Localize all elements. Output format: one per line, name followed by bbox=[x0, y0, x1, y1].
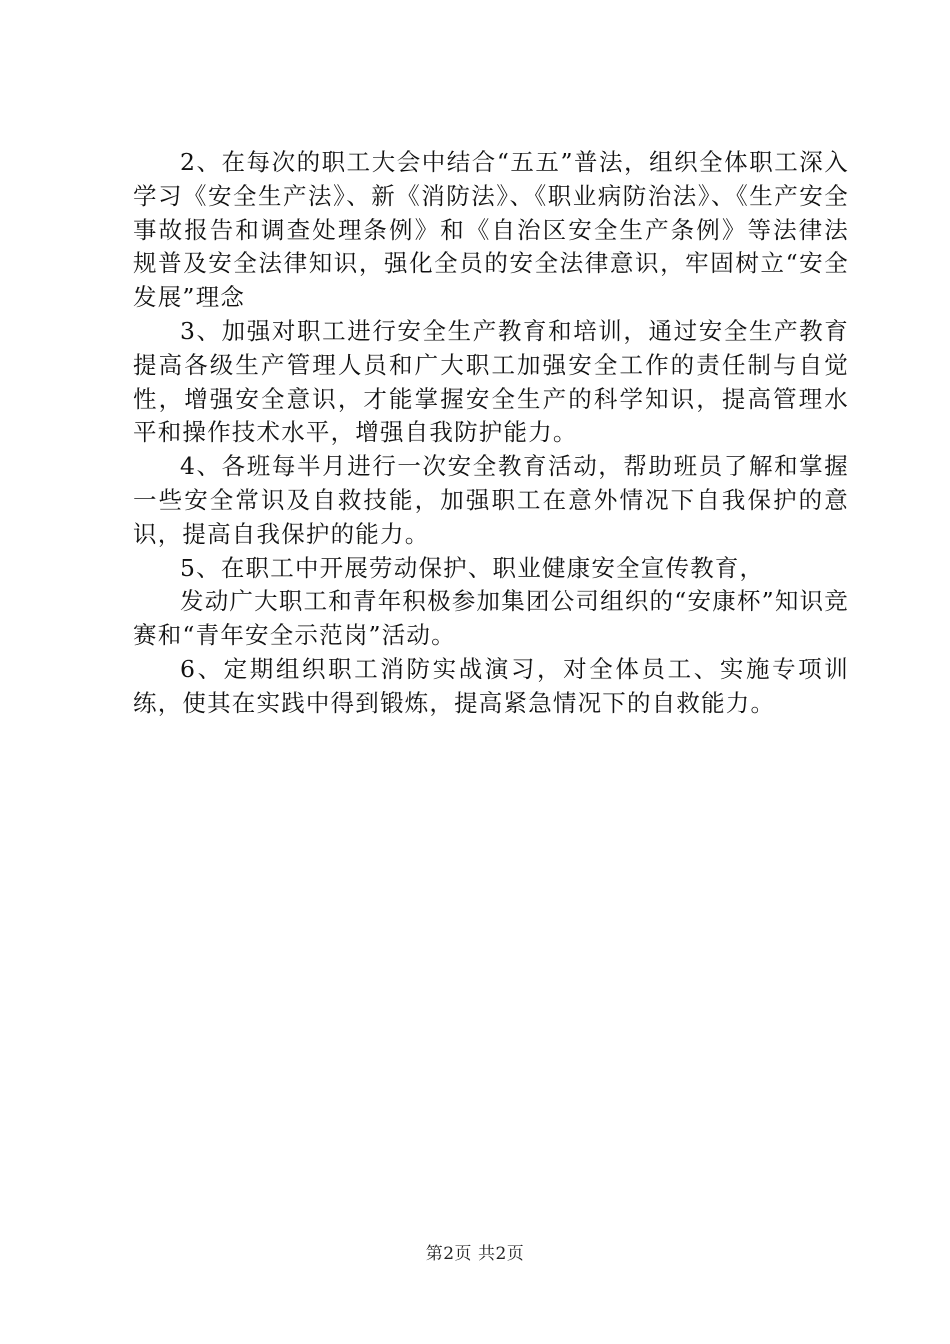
page-footer: 第2页 共2页 bbox=[425, 1244, 525, 1264]
paragraph-item-2: 2、在每次的职工大会中结合“五五”普法，组织全体职工深入学习《安全生产法》、新《消防法》、《职业病防治法》、《生产安全事故报告和调查处理条例》和《自治区安全生产条例》等法律法规普及安全法律知识，强化全员的安全法律意识，牢固树立“安全发展”理念 bbox=[133, 148, 849, 312]
paragraph-item-5: 5、在职工中开展劳动保护、职业健康安全宣传教育， bbox=[180, 553, 765, 582]
paragraph-item-6: 6、定期组织职工消防实战演习，对全体员工、实施专项训练，使其在实践中得到锻炼，提高紧急情况下的自救能力。 bbox=[133, 654, 849, 717]
paragraph-item-4: 4、各班每半月进行一次安全教育活动，帮助班员了解和掌握一些安全常识及自救技能，加强职工在意外情况下自我保护的意识，提高自我保护的能力。 bbox=[133, 452, 849, 548]
paragraph-item-5-continued: 发动广大职工和青年积极参加集团公司组织的“安康杯”知识竞赛和“青年安全示范岗”活动。 bbox=[133, 587, 849, 650]
paragraph-item-3: 3、加强对职工进行安全生产教育和培训，通过安全生产教育提高各级生产管理人员和广大职工加强安全工作的责任制与自觉性，增强安全意识，才能掌握安全生产的科学知识，提高管理水平和操作技术水平，增强自我防护能力。 bbox=[133, 316, 849, 447]
document-body bbox=[133, 146, 849, 721]
